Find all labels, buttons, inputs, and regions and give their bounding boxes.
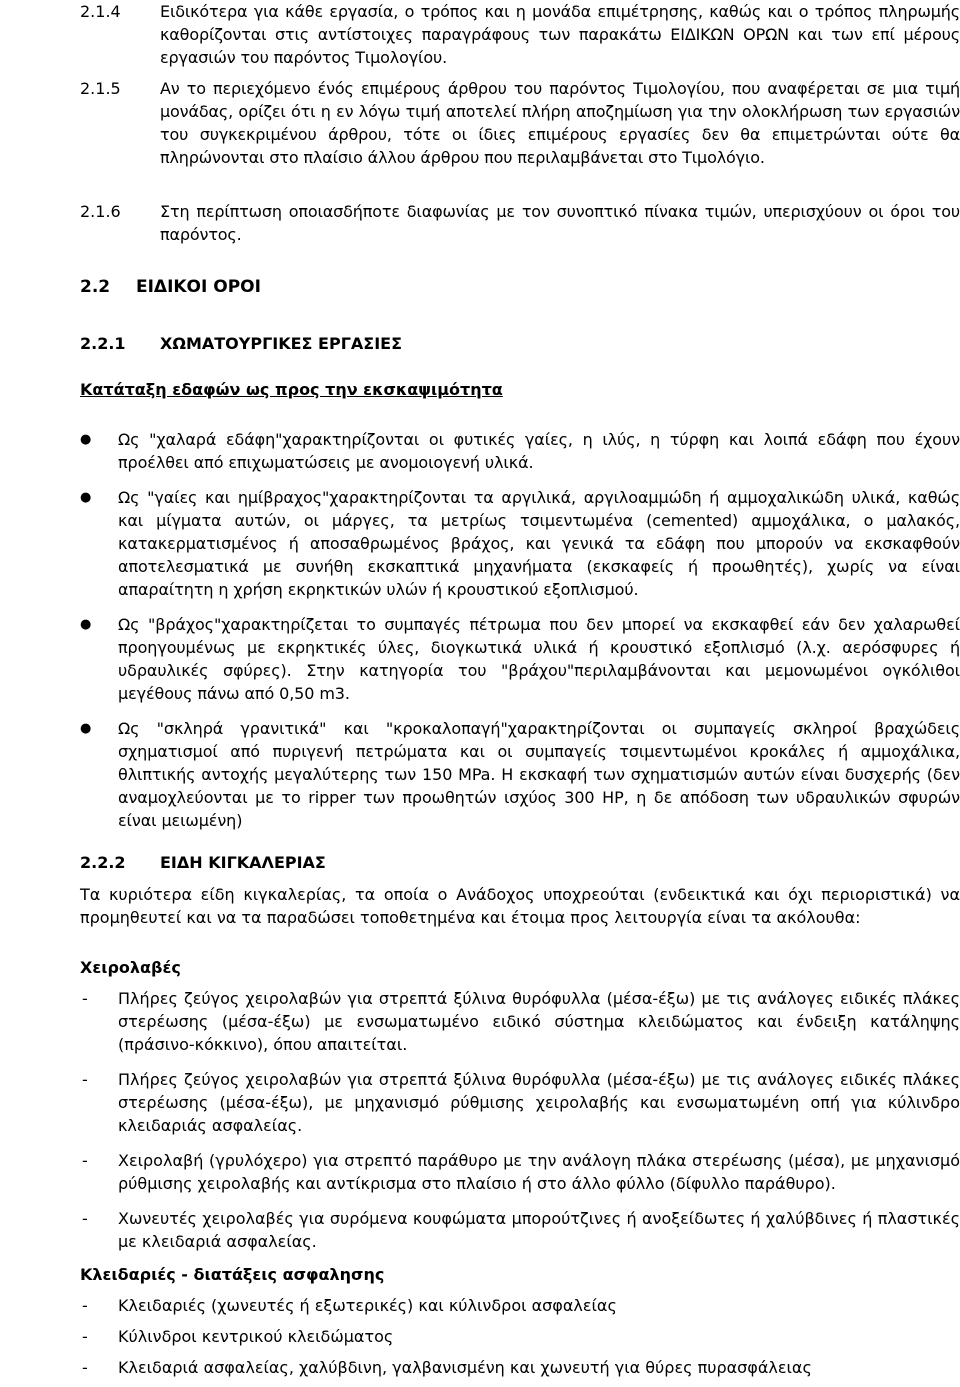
dash-icon: -	[82, 989, 88, 1008]
soil-classification-heading: Κατάταξη εδαφών ως προς την εκσκαψιμότητα	[80, 380, 503, 399]
item-text: Στη περίπτωση οποιασδήποτε διαφωνίας με τον συνοπτικό πίνακα τιμών, υπερισχύουν οι όροι του παρόντος.	[160, 202, 960, 244]
item-number: 2.1.4	[80, 2, 121, 21]
section-number: 2.2	[80, 277, 111, 297]
list-item-text: Κύλινδροι κεντρικού κλειδώματος	[118, 1327, 394, 1346]
list-item-text: Κλειδαριά ασφαλείας, χαλύβδινη, γαλβανισμένη και χωνευτή για θύρες πυρασφάλειας	[118, 1358, 812, 1377]
item-2-1-6	[80, 200, 960, 246]
list-item	[80, 717, 960, 832]
item-2-1-4	[80, 0, 960, 69]
section-number: 2.2.2	[80, 853, 126, 872]
list-item	[80, 486, 960, 601]
list-item	[80, 1207, 960, 1253]
list-item	[80, 1149, 960, 1195]
list-item-text: Κλειδαριές (χωνευτές ή εξωτερικές) και κύλινδροι ασφαλείας	[118, 1296, 617, 1315]
hardware-intro-paragraph: Τα κυριότερα είδη κιγκαλερίας, τα οποία ο Ανάδοχος υποχρεούται (ενδεικτικά και όχι περιοριστικά) να προμηθευτεί και να τα παραδώσει τοποθετημένα και έτοιμα προς λειτουργία είναι τα ακόλουθα:	[80, 885, 960, 927]
item-text: Αν το περιεχόμενο ένός επιμέρους άρθρου του παρόντος Τιμολογίου, που αναφέρεται σε μια τιμή μονάδας, ορίζει ότι η εν λόγω τιμή αποτελεί πλήρη αποζημίωση για την ολοκλήρωση των εργασιών του συγκεκριμένου άρθρου, τότε οι ίδιες επιμέρους εργασίες δεν θα επιμετρώνται ούτε θα πληρώνονται στο πλαίσιο άλλου άρθρου που περιλαμβάνεται στο Τιμολόγιο.	[160, 79, 960, 167]
section-heading-2-2-2	[80, 851, 326, 874]
list-item-text: Ως "σκληρά γρανιτικά" και "κροκαλοπαγή"χαρακτηρίζονται οι συμπαγείς σκληροί βραχώδεις σχηματισμοί από πυριγενή πετρώματα και οι συμπαγείς τσιμεντωμένοι κροκάλες ή αμμοχάλικα, θλιπτικής αντοχής μεγαλύτερης των 150 MPa. Η εκσκαφή των σχηματισμών αυτών είναι δυσχερής (δεν αναμοχλεύονται με το ripper των προωθητών ισχύος 300 HP, η δε απόδοση των υδραυλικών σφυρών είναι μειωμένη)	[118, 719, 960, 830]
handles-list	[80, 987, 960, 1265]
soil-classification-list	[80, 428, 960, 844]
item-number: 2.1.6	[80, 202, 121, 221]
list-item-text: Ως "χαλαρά εδάφη"χαρακτηρίζονται οι φυτικές γαίες, η ιλύς, η τύρφη και λοιπά εδάφη που έχουν προέλθει από επιχωματώσεις με ανομοιογενή υλικά.	[118, 430, 960, 472]
list-item-text: Πλήρες ζεύγος χειρολαβών για στρεπτά ξύλινα θυρόφυλλα (μέσα-έξω) με τις ανάλογες ειδικές πλάκες στερέωσης (μέσα-έξω) με ενσωματωμένο ειδικό σύστημα κλειδώματος και ένδειξη κατάληψης (πράσινο-κόκκινο), όπου απαιτείται.	[118, 989, 960, 1054]
dash-icon: -	[82, 1327, 88, 1346]
dash-icon: -	[82, 1296, 88, 1315]
list-item	[80, 1325, 960, 1348]
dash-icon: -	[82, 1358, 88, 1377]
list-item	[80, 613, 960, 705]
handles-label: Χειρολαβές	[80, 958, 181, 977]
list-item	[80, 1068, 960, 1137]
list-item	[80, 987, 960, 1056]
section-title: ΧΩΜΑΤΟΥΡΓΙΚΕΣ ΕΡΓΑΣΙΕΣ	[160, 334, 403, 353]
list-item	[80, 1294, 960, 1317]
section-title: ΕΙΔΙΚΟΙ ΟΡΟΙ	[135, 277, 261, 297]
list-item	[80, 428, 960, 474]
dash-icon: -	[82, 1070, 88, 1089]
list-item-text: Χειρολαβή (γρυλόχερο) για στρεπτό παράθυρο με την ανάλογη πλάκα στερέωσης (μέσα), με μηχανισμό ρύθμισης χειρολαβής και αντίκρισμα στο πλαίσιο ή στο άλλο φύλλο (δίφυλλο παράθυρο).	[118, 1151, 960, 1193]
section-number: 2.2.1	[80, 334, 126, 353]
locks-label: Κλειδαριές - διατάξεις ασφαλησης	[80, 1265, 385, 1284]
list-item-text: Χωνευτές χειρολαβές για συρόμενα κουφώματα μπορούτζινες ή ανοξείδωτες ή χαλύβδινες ή πλαστικές με κλειδαριά ασφαλείας.	[118, 1209, 960, 1251]
dash-icon: -	[82, 1209, 88, 1228]
item-number: 2.1.5	[80, 79, 121, 98]
section-title: ΕΙΔΗ ΚΙΓΚΑΛΕΡΙΑΣ	[160, 853, 326, 872]
bullet-icon: ●	[80, 617, 92, 632]
item-text: Ειδικότερα για κάθε εργασία, ο τρόπος και η μονάδα επιμέτρησης, καθώς και ο τρόπος πληρωμής καθορίζονται στις αντίστοιχες παραγράφους των παρακάτω ΕΙΔΙΚΩΝ ΟΡΩΝ και των επί μέρους εργασιών του παρόντος Τιμολογίου.	[160, 2, 960, 67]
list-item	[80, 1356, 960, 1379]
list-item-text: Πλήρες ζεύγος χειρολαβών για στρεπτά ξύλινα θυρόφυλλα (μέσα-έξω) με τις ανάλογες ειδικές πλάκες στερέωσης (μέσα-έξω), με μηχανισμό ρύθμισης χειρολαβής και ενσωματωμένη οπή για κύλινδρο κλειδαριάς ασφαλείας.	[118, 1070, 960, 1135]
dash-icon: -	[82, 1151, 88, 1170]
section-heading-2-2	[80, 276, 261, 299]
bullet-icon: ●	[80, 490, 92, 505]
list-item-text: Ως "γαίες και ημίβραχος"χαρακτηρίζονται τα αργιλικά, αργιλοαμμώδη ή αμμοχαλικώδη υλικά, καθώς και μίγματα αυτών, οι μάργες, τα μετρίως τσιμεντωμένα (cemented) αμμοχάλικα, ο μαλακός, κατακερματισμένος ή αποσαθρωμένος βράχος, και γενικά τα εδάφη που μπορούν να εκσκαφθούν αποτελεσματικά με συνήθη εκσκαπτικά μηχανήματα (εκσκαφείς ή προωθητές), χωρίς να είναι απαραίτητη η χρήση εκρηκτικών υλών ή κρουστικού εξοπλισμού.	[118, 488, 960, 599]
bullet-icon: ●	[80, 721, 92, 736]
bullet-icon: ●	[80, 432, 92, 447]
section-heading-2-2-1	[80, 332, 402, 355]
item-2-1-5	[80, 77, 960, 169]
list-item-text: Ως "βράχος"χαρακτηρίζεται το συμπαγές πέτρωμα που δεν μπορεί να εκσκαφθεί εάν δεν χαλαρωθεί προηγουμένως με εκρηκτικές ύλες, διογκωτικά υλικά ή κρουστικό εξοπλισμό (λ.χ. αερόσφυρες ή υδραυλικές σφύρες). Στην κατηγορία του "βράχου"περιλαμβάνονται και μεμονωμένοι ογκόλιθοι μεγέθους πάνω από 0,50 m3.	[118, 615, 960, 703]
locks-list	[80, 1294, 960, 1387]
